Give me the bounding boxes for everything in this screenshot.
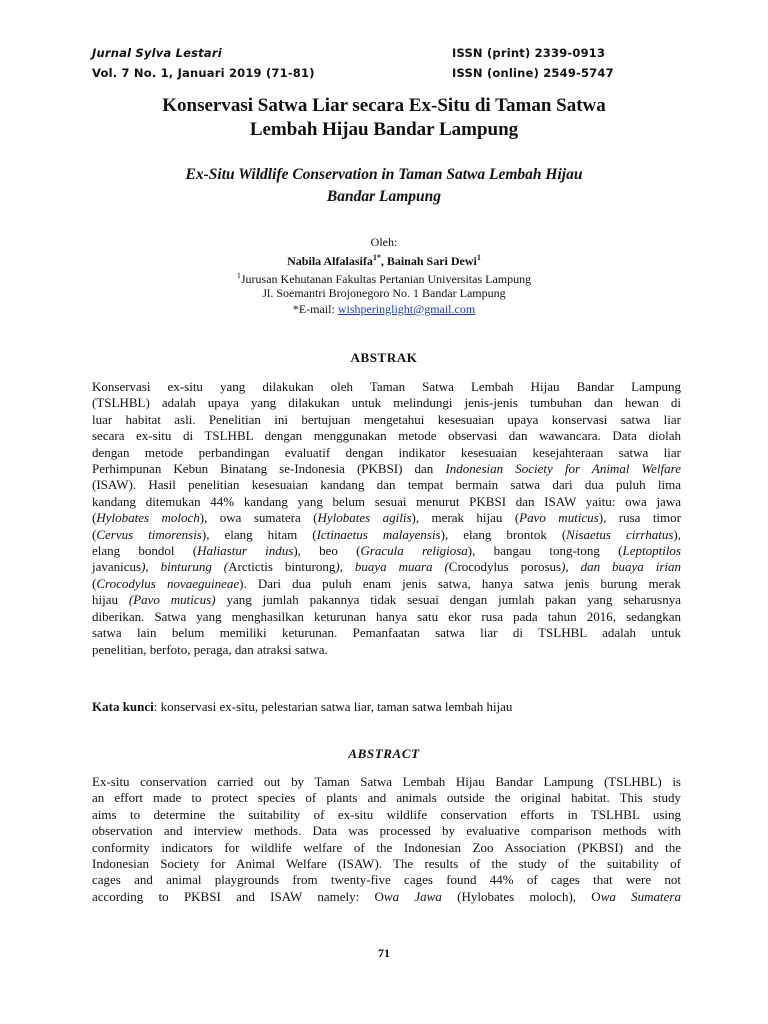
affiliation-text: Jurusan Kehutanan Fakultas Pertanian Universitas Lampung xyxy=(240,272,532,286)
text-run: according to PKBSI and ISAW namely: O xyxy=(92,888,384,904)
by-label: Oleh: xyxy=(370,235,398,249)
text-run: conformity indicators for wildlife welfare of the Indonesian Zoo Association (PKBSI) and the xyxy=(92,839,681,855)
text-run: ), rusa timor xyxy=(598,510,681,526)
text-run: ). Dari dua puluh enam jenis satwa, hanya satwa jenis burung merak xyxy=(239,575,681,591)
address: Jl. Soemantri Brojonegoro No. 1 Bandar Lampung xyxy=(262,286,506,300)
author-separator: , xyxy=(380,254,387,268)
abstrak-line xyxy=(92,559,681,575)
text-run: Ex-situ conservation carried out by Taman Satwa Lembah Hijau Bandar Lampung (TSLHBL) is xyxy=(92,774,681,789)
italic-term: Indonesian Society for Animal Welfare xyxy=(445,461,681,477)
text-run: ( xyxy=(92,526,97,542)
text-run: kandang ditemukan 44% kandang yang belum sesuai menurut PKBSI dan ISAW yaitu: owa jawa xyxy=(92,493,681,509)
text-run: elang bondol ( xyxy=(92,543,198,559)
italic-term: ), buaya muara ( xyxy=(335,559,449,575)
text-run: yang jumlah pakannya tidak sesuai dengan jumlah pakan yang seharusnya xyxy=(215,592,681,608)
text-run: Perhimpunan Kebun Binatang se-Indonesia (PKBSI) dan xyxy=(92,461,446,477)
abstrak-heading: ABSTRAK xyxy=(350,350,418,365)
italic-term: Leptoptilos xyxy=(622,543,681,559)
text-run: luar habitat asli. Penelitian ini bertujuan mengetahui kesesuaian upaya konservasi satwa liar xyxy=(92,411,681,427)
abstract-line xyxy=(92,840,681,856)
text-run: hijau xyxy=(92,592,129,608)
text-run: Crocodylus porosus xyxy=(448,559,562,575)
abstrak-line xyxy=(92,625,681,641)
text-run: ), beo ( xyxy=(293,543,361,559)
text-run: ), bangau tong-tong ( xyxy=(467,543,623,559)
author-2: Bainah Sari Dewi xyxy=(386,254,477,268)
issn-online: ISSN (online) 2549-5747 xyxy=(452,66,614,80)
italic-term: ), binturung ( xyxy=(141,559,229,575)
abstract-line xyxy=(92,807,681,823)
abstrak-line xyxy=(92,445,681,461)
abstrak-line xyxy=(92,477,681,493)
text-run: satwa lain belum memiliki keturunan. Pemanfaatan satwa liar di TSLHBL adalah untuk xyxy=(92,625,681,641)
text-run: ), elang hitam ( xyxy=(201,526,317,542)
abstrak-line xyxy=(92,428,681,444)
abstrak-line xyxy=(92,592,681,608)
title-line-2: Lembah Hijau Bandar Lampung xyxy=(249,119,519,140)
text-run: secara ex-situ di TSLHBL dengan menggunakan metode observasi dan wawancara. Data diolah xyxy=(92,428,681,444)
journal-name: Jurnal Sylva Lestari xyxy=(92,46,222,60)
italic-term: Nisaetus cirrhatus xyxy=(566,526,674,542)
author-line xyxy=(0,250,768,269)
text-run: ( xyxy=(92,575,97,591)
italic-term: Haliastur indus xyxy=(197,543,294,559)
text-run: (ISAW). Hasil penelitian kesesuaian kandang dan tempat bermain satwa dari dua puluh lima xyxy=(92,477,681,493)
email-link[interactable]: wishperinglight@gmail.com xyxy=(337,302,476,316)
keywords xyxy=(92,699,512,715)
abstract-line xyxy=(92,774,681,790)
journal-volume: Vol. 7 No. 1, Januari 2019 (71-81) xyxy=(92,66,315,80)
abstrak-line xyxy=(92,379,681,395)
abstrak-line xyxy=(92,395,681,411)
abstrak-line xyxy=(92,576,681,592)
text-run: Indonesian Society for Animal Welfare (ISAW). The results of the study of the suitability of xyxy=(92,856,681,872)
text-run: observation and interview methods. Data was processed by evaluative comparison methods with xyxy=(92,823,681,839)
email-label: *E-mail: xyxy=(292,302,338,316)
italic-term: Crocodylus novaeguineae xyxy=(96,575,240,591)
text-run: aims to determine the suitability of ex-situ wildlife conservation efforts in TSLHBL using xyxy=(92,806,681,822)
abstrak-line xyxy=(92,510,681,526)
abstrak-body xyxy=(92,379,681,658)
abstrak-line xyxy=(92,642,681,658)
italic-term: Hylobates agilis xyxy=(317,510,412,526)
abstrak-line xyxy=(92,412,681,428)
english-title xyxy=(0,164,768,208)
text-run: ), owa sumatera ( xyxy=(199,510,318,526)
text-run: javanicus xyxy=(92,559,142,575)
text-run: ), xyxy=(673,526,681,542)
issn-print: ISSN (print) 2339-0913 xyxy=(452,46,606,60)
english-title-line-1: Ex-Situ Wildlife Conservation in Taman Satwa Lembah Hijau xyxy=(185,166,583,183)
text-run: Konservasi ex-situ yang dilakukan oleh Taman Satwa Lembah Hijau Bandar Lampung xyxy=(92,379,681,394)
abstrak-line xyxy=(92,461,681,477)
abstract-line xyxy=(92,790,681,806)
text-run: (TSLHBL) adalah upaya yang dilakukan untuk melindungi jenis-jenis tumbuhan dan hewan di xyxy=(92,395,681,411)
text-run: penelitian, berfoto, peraga, dan atraksi satwa. xyxy=(92,641,328,657)
text-run: ), merak hijau ( xyxy=(411,510,520,526)
author-1: Nabila Alfalasifa xyxy=(287,254,373,268)
author-2-sup: 1 xyxy=(476,253,481,262)
abstract-line xyxy=(92,872,681,888)
english-title-line-2: Bandar Lampung xyxy=(326,188,442,205)
italic-term: Hylobates moloch xyxy=(96,510,200,526)
keywords-text: : konservasi ex-situ, pelestarian satwa liar, taman satwa lembah hijau xyxy=(153,699,513,714)
abstract-heading: ABSTRACT xyxy=(348,746,420,761)
title-line-1: Konservasi Satwa Liar secara Ex-Situ di Taman Satwa xyxy=(162,95,606,116)
text-run: (Hylobates moloch), O xyxy=(441,888,601,904)
abstrak-line xyxy=(92,543,681,559)
italic-term: ), dan buaya irian xyxy=(561,559,681,575)
affiliation-sup: 1 xyxy=(236,271,241,280)
italic-term: wa Jawa xyxy=(383,888,442,904)
text-run: dengan metode perbandingan evaluatif dengan indikator kesesuaian kesejahteraan satwa liar xyxy=(92,444,681,460)
abstract-body xyxy=(92,774,681,905)
text-run: diberikan. Satwa yang menghasilkan keturunan hanya satu ekor rusa pada tahun 2016, sedangkan xyxy=(92,608,681,624)
abstrak-line xyxy=(92,527,681,543)
text-run: cages and animal playgrounds from twenty-five cages found 44% of cages that were not xyxy=(92,872,681,888)
keywords-label: Kata kunci xyxy=(92,699,154,714)
abstrak-line xyxy=(92,609,681,625)
abstract-line xyxy=(92,856,681,872)
abstract-line xyxy=(92,889,681,905)
italic-term: Gracula religiosa xyxy=(360,543,468,559)
text-run: ( xyxy=(92,510,97,526)
email-line xyxy=(0,301,768,317)
text-run: an effort made to protect species of plants and animals outside the original habitat. This study xyxy=(92,790,681,806)
italic-term: Ictinaetus malayensis xyxy=(316,526,441,542)
italic-term: Pavo muticus xyxy=(519,510,599,526)
italic-term: wa Sumatera xyxy=(600,888,681,904)
italic-term: (Pavo muticus) xyxy=(128,592,216,608)
text-run: ), elang brontok ( xyxy=(440,526,567,542)
text-run: Arctictis binturong xyxy=(228,559,336,575)
italic-term: Cervus timorensis xyxy=(96,526,202,542)
page-number: 71 xyxy=(378,946,390,960)
author-1-sup: 1* xyxy=(372,253,381,262)
abstract-line xyxy=(92,823,681,839)
abstrak-line xyxy=(92,494,681,510)
article-title xyxy=(0,94,768,142)
